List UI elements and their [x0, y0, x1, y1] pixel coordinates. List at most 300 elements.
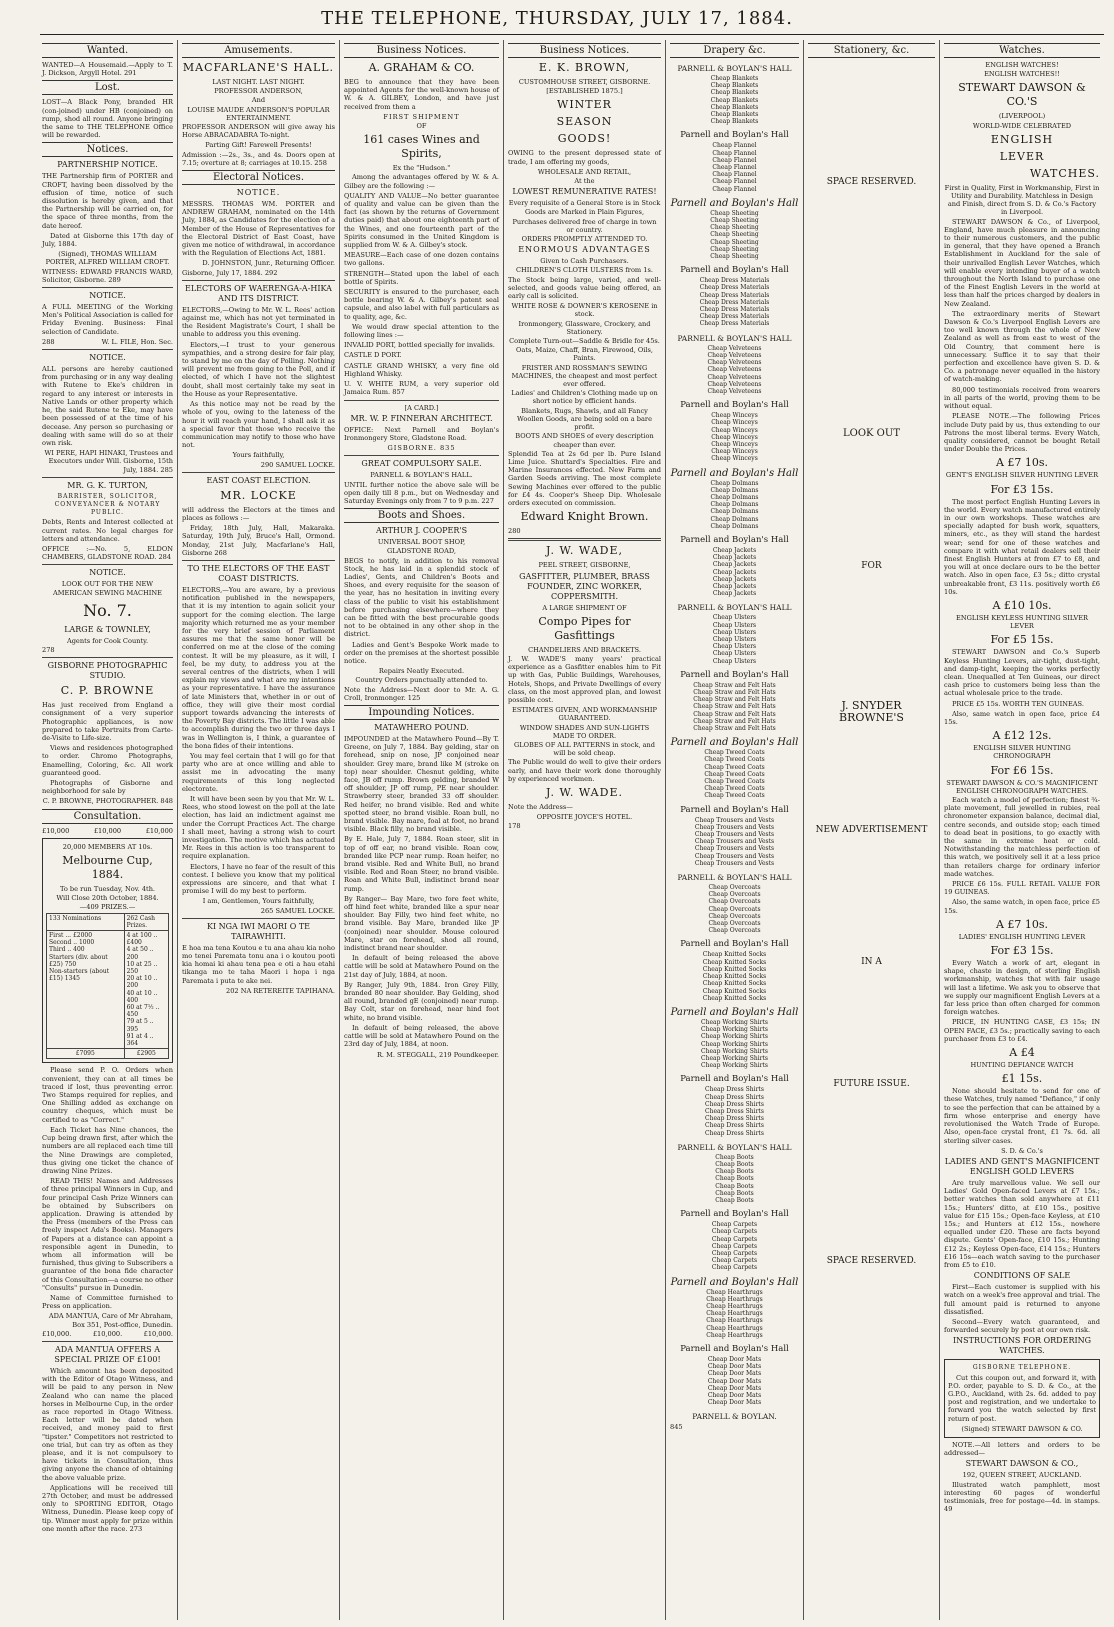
cooper-address: GLADSTONE ROAD,	[387, 547, 456, 556]
prize-row: 60 at 7½ .. 450	[126, 1004, 160, 1019]
section-lost: Lost.	[42, 80, 173, 95]
spacer	[808, 572, 935, 700]
finneran-body: OFFICE: Next Parnell and Boylan's Ironmongery Store, Gladstone Road.	[344, 425, 499, 442]
brown-goods: GOODS!	[557, 132, 612, 146]
wade-signature: J. W. WADE.	[546, 785, 623, 799]
waerenga-body: ELECTORS,—Owing to Mr. W. L. Rees' action against me, which has not yet terminated in the Resident Magistrate's Court, I shall be unable to address you this evening.	[182, 305, 335, 339]
section-boots: Boots and Shoes.	[344, 508, 499, 523]
wade-pipes: Compo Pipes for Gasfittings	[538, 614, 631, 642]
drapery-item: Cheap Velveteens	[707, 387, 762, 395]
gold-levers-heading: LADIES AND GENT'S MAGNIFICENT ENGLISH GOLD LEVERS	[944, 1156, 1100, 1176]
drapery-item: Cheap Flannel	[712, 171, 757, 179]
drapery-item-list	[670, 1154, 799, 1204]
drapery-item: Cheap Ulsters	[712, 628, 757, 636]
drapery-item: Cheap Trousers and Vests	[694, 852, 775, 860]
waerenga-signature: 290 SAMUEL LOCKE.	[260, 460, 335, 469]
brown-purchases: Purchases delivered free of charge in town or country.	[512, 217, 657, 234]
divider	[42, 287, 173, 288]
drapery-item: Cheap Dolmans	[710, 486, 759, 494]
drapery-item-list	[670, 1019, 799, 1069]
electors-signature: 265 SAMUEL LOCKE.	[260, 906, 335, 915]
prize-row: Second .. 1000	[49, 939, 95, 947]
consult-prizes: —409 PRIZES.—	[79, 903, 136, 912]
turton-body: Debts, Rents and Interest collected at current rates. No legal charges for letters and attendance.	[42, 518, 173, 543]
drapery-item-list	[670, 951, 799, 1001]
price-5: A £4	[1009, 1046, 1035, 1060]
dawson-watches: WATCHES.	[1029, 166, 1100, 180]
drapery-item: Cheap Tweed Coats	[704, 756, 765, 764]
hall-last-night: LAST NIGHT. LAST NIGHT.	[212, 78, 305, 86]
drapery-item: Cheap Door Mats	[707, 1392, 762, 1400]
studio-body: Has just received from England a consignment of a very superior Photographic appliances, is now prepared to take Portraits from Carte-de-Visite to Life-size.	[42, 701, 173, 742]
drapery-item: Cheap Ulsters	[712, 650, 757, 658]
drapery-item: Cheap Dolmans	[710, 508, 759, 516]
price-1-for: For £3 15s.	[990, 482, 1054, 496]
brown-ulsters: CHILDREN'S CLOTH ULSTERS from 1s.	[516, 266, 653, 275]
hall-and: And	[251, 96, 266, 105]
brown-season: SEASON	[556, 115, 613, 129]
price-3-body: Each watch a model of perfection; finest ¾-plate movement, full jewelled in rubies, real chronometer expansion balance, decimal dial, centre seconds, and outside stop; each timed to dead beat in positions, to go exactly with the same in extreme heat or cold. Notwithstanding the matchless perfection of this watch, we positively sell it at a less price than retailers charge for ordinary inferior made watches.	[944, 796, 1100, 878]
drapery-item: Cheap Ulsters	[712, 614, 757, 622]
drapery-item: Cheap Ulsters	[712, 657, 757, 665]
drapery-item: Cheap Straw and Felt Hats	[693, 689, 776, 696]
drapery-group	[670, 468, 799, 530]
drapery-item: Cheap Velveteens	[707, 373, 762, 381]
brown-body: OWING to the present depressed state of trade, I am offering my goods,	[508, 149, 661, 166]
drapery-item: Cheap Carpets	[711, 1257, 758, 1265]
conditions-heading: CONDITIONS OF SALE	[973, 1271, 1071, 1281]
prize-total: £7095	[47, 1049, 125, 1059]
dawson-heading: STEWART DAWSON & CO.'S	[958, 81, 1086, 109]
drapery-item: Cheap Door Mats	[707, 1384, 762, 1392]
graham-security: SECURITY is ensured to the purchaser, each bottle bearing W. & A. Gilbey's patent seal capsule, and also label with full particulars as to quality, age, &c.	[344, 288, 499, 321]
drapery-item: Cheap Jackets	[712, 568, 757, 576]
dawson-body-2: The extraordinary merits of Stewart Dawson & Co.'s Liverpool English Levers are too well known through the whole of New Zealand as well as from east to west of the Old Country, that comment here is unnecessary. Suffice it to say that their perfection and excellence have given S. D. & Co. a patronage never equalled in the history of watch-making.	[944, 309, 1100, 384]
drapery-group	[670, 198, 799, 260]
returning-officer: D. JOHNSTON, Junr., Returning Officer.	[202, 259, 335, 268]
wade-chandeliers: CHANDELIERS AND BRACKETS.	[528, 645, 641, 654]
dawson-lever: LEVER	[999, 149, 1045, 163]
drapery-item-list	[670, 412, 799, 462]
drapery-item: Cheap Hearthrugs	[706, 1303, 763, 1310]
drapery-group	[670, 63, 799, 125]
partnership-signed: (Signed), THOMAS WILLIAM PORTER, ALFRED WILLIAM CROFT.	[45, 250, 170, 267]
price-3-price: PRICE £6 15s. FULL RETAIL VALUE FOR 19 GUINEAS.	[944, 880, 1100, 897]
price-1-desc: GENT'S ENGLISH SILVER HUNTING LEVER	[945, 471, 1099, 480]
space-reserved-top: SPACE RESERVED.	[826, 177, 917, 187]
price-4-for: For £3 15s.	[990, 944, 1054, 958]
drapery-item-list	[670, 142, 799, 192]
drapery-item: Cheap Jackets	[712, 561, 757, 569]
drapery-item: Cheap Carpets	[711, 1249, 758, 1257]
drapery-item: Cheap Jackets	[712, 575, 757, 583]
graham-line: U. V. WHITE RUM, a very superior old Jamaica Rum. 857	[344, 380, 499, 397]
drapery-item: Cheap Boots	[715, 1168, 754, 1176]
consult-amount: £10,000.	[42, 1329, 72, 1338]
drapery-item: Cheap Dress Materials	[699, 277, 770, 285]
drapery-item: Cheap Tweed Coats	[704, 763, 765, 771]
drapery-item-list	[670, 749, 799, 799]
prize-list-a	[47, 931, 125, 1049]
studio-body-2: Views and residences photographed to order. Chromo Photographs, Enamelling, Coloring, &c. All work guaranteed good.	[42, 744, 173, 777]
studio-signature: C. P. BROWNE, PHOTOGRAPHER. 848	[42, 797, 173, 806]
drapery-item: Cheap Dolmans	[710, 522, 759, 530]
waerenga-body-2: Electors,—I trust to your generous sympathies, and a strong desire for fair play, to stand by me on the day of Polling. Nothing will prevent me from going to the Poll, and if elected, of which I have not the slightest doubt, shall most certainly take my seat in the House as your Representative.	[182, 340, 335, 398]
mantua-heading: ADA MANTUA OFFERS A SPECIAL PRIZE OF £100!	[54, 1344, 161, 1364]
drapery-item: Cheap Knitted Socks	[702, 980, 767, 988]
drapery-group-heading: Parnell and Boylan's Hall	[680, 804, 789, 815]
price-2-for: For £5 15s.	[990, 633, 1054, 647]
electors-body-3: It will have been seen by you that Mr. W. L. Rees, who stood lowest on the poll at the late election, has laid an indictment against me under the Corrupt Practices Act. The charge I shall meet, having a strong wish to court investigation. The motive which has actuated Mr. Rees in this action is too transparent to require explanation.	[182, 795, 335, 861]
drapery-item: Cheap Working Shirts	[701, 1062, 768, 1070]
price-3-for: For £6 15s.	[990, 763, 1054, 777]
drapery-item: Cheap Dress Shirts	[705, 1122, 764, 1130]
spacer	[808, 61, 935, 176]
matawhero-body-2: By E. Hale, July 7, 1884. Roan steer, slit in top of off ear, no brand visible. Roan cow, branded like PCP near rump. Roan heifer, no brand visible. Red and White Bull, no brand visible. Red and Roan Steer, no brand visible. Roan and White Bull, indistinct brand near rump.	[344, 835, 499, 893]
consult-amounts	[42, 827, 173, 835]
price-1-body: The most perfect English Hunting Levers in the world. Every watch manufactured entirely in our own workshops. These watches are specially adapted for bush work, squatters, miners, etc., as they will stand the hardest wear; send for one of these watches and compare it with what retail dealers sell their finest English Hunters at from £7 to £8, and you will at once declare ours to be the better watch. Also in open face, £3 5s.; ditto crystal unbreakable front, £3 11s. positively worth £6 10s.	[944, 497, 1100, 596]
drapery-item: Cheap Velveteens	[707, 380, 762, 388]
sewing-machine-number: No. 7.	[83, 600, 132, 620]
withdrawal-date: Gisborne, July 17, 1884. 292	[182, 268, 278, 277]
dawson-liverpool: (LIVERPOOL)	[998, 112, 1046, 121]
divider	[344, 455, 499, 456]
drapery-item: Cheap Boots	[715, 1189, 754, 1197]
section-drapery: Drapery &c.	[670, 43, 799, 58]
drapery-item: Cheap Dolmans	[710, 479, 759, 487]
dawson-first: First in Quality, First in Workmanship, First in Utility and Durability. Matchless in Design and Finish, direct from S. D. & Co.'s Factory in Liverpool.	[944, 183, 1100, 217]
drapery-group	[670, 333, 799, 395]
watches-line-1: ENGLISH WATCHES!	[985, 61, 1059, 69]
watches-line-2: ENGLISH WATCHES!!	[984, 70, 1060, 79]
matawhero-body: IMPOUNDED at the Matawhero Pound—By T. Greene, on July 7, 1884. Bay gelding, star on forehead, snip on nose, JP conjoined near shoulder. Grey mare, brand like M (stroke on top) near shoulder. Chesnut gelding, white face, JB off rump. Brown gelding, branded W off shoulder, JP off rump, PE near shoulder. Strawberry steer, branded 33 off shoulder. Red heifer, no brand visible. Red and white spotted steer, no brand visible. Roan bull, no brand visible. Bay mare, foal at foot, no brand visible. Black filly, no brand visible.	[344, 734, 499, 834]
withdrawal-notice: MESSRS. THOMAS WM. PORTER and ANDREW GRAHAM, nominated on the 14th July, 1884, as Candidates for the election of a Member of the House of Representatives for the Electoral District of East Coast, have given me notice of withdrawal, in accordance with the Regulation of Elections Act, 1881.	[182, 200, 335, 258]
wade-estimates: ESTIMATES GIVEN, AND WORKMANSHIP GUARANTEED.	[512, 706, 657, 723]
cooper-repairs: Repairs Neatly Executed.	[378, 667, 465, 676]
drapery-item: Cheap Flannel	[712, 142, 757, 150]
drapery-group-heading: PARNELL & BOYLAN'S HALL	[677, 333, 792, 343]
drapery-group	[670, 535, 799, 597]
price-2: A £10 10s.	[992, 598, 1052, 612]
drapery-item: Cheap Winceys	[711, 426, 758, 434]
drapery-item: Cheap Flannel	[712, 185, 757, 193]
brown-wholesale: WHOLESALE AND RETAIL,	[537, 167, 632, 176]
drapery-item: Cheap Door Mats	[707, 1370, 762, 1378]
prize-row: Starters (div. about £25) 750	[49, 953, 108, 968]
price-3-also: Also, the same watch, in open face, price £5 15s.	[944, 898, 1100, 915]
drapery-item: Cheap Overcoats	[708, 898, 761, 906]
drapery-item: Cheap Trousers and Vests	[694, 838, 775, 846]
finneran-place: GISBORNE. 835	[387, 444, 456, 453]
dawson-body-1: STEWART DAWSON & Co., of Liverpool, England, have much pleasure in announcing to their numerous customers, and the public in general, that they have opened a Branch Establishment in Auckland for the sale of their unrivalled English Lever Watches, which will enable every intending buyer of a watch throughout the North Island to purchase one of the Finest English Levers in the world at less than half the prices charged by dealers in New Zealand.	[944, 217, 1100, 308]
drapery-item: Cheap Dress Shirts	[705, 1107, 764, 1115]
prize-col-header: 133 Nominations	[47, 913, 125, 930]
locke-body: will address the Electors at the times and places as follows :—	[182, 505, 335, 522]
hall-farewell: Parting Gift! Farewell Presents!	[205, 141, 312, 150]
price-3-heading: STEWART DAWSON & CO.'S MAGNIFICENT ENGLISH CHRONOGRAPH WATCHES.	[946, 778, 1098, 795]
divider	[42, 349, 173, 350]
drapery-group-heading: PARNELL & BOYLAN'S HALL	[677, 873, 792, 883]
brown-frister: FRISTER AND ROSSMAN'S SEWING MACHINES, the cheapest and most perfect ever offered.	[511, 363, 658, 389]
drapery-number: 845	[670, 1423, 683, 1432]
drapery-item: Cheap Door Mats	[707, 1356, 762, 1364]
drapery-item: Cheap Working Shirts	[701, 1033, 768, 1041]
drapery-item: Cheap Blankets	[710, 111, 759, 119]
drapery-item: Cheap Sheeting	[710, 217, 759, 225]
graham-attention: We would draw special attention to the following lines :—	[344, 322, 499, 340]
section-watches: Watches.	[944, 43, 1100, 58]
drapery-item: Cheap Door Mats	[707, 1399, 762, 1407]
notice-heading: NOTICE.	[89, 353, 126, 363]
turton-office: OFFICE :—No. 5, ELDON CHAMBERS, GLADSTONE ROAD. 284	[42, 544, 173, 562]
drapery-group-heading: PARNELL & BOYLAN'S HALL	[677, 64, 792, 73]
sewing-firm: LARGE & TOWNLEY,	[64, 624, 151, 634]
drapery-item: Cheap Boots	[715, 1182, 754, 1190]
column-stationery	[804, 40, 940, 1620]
hall-louise: LOUISE MAUDE ANDERSON'S POPULAR ENTERTAINMENT.	[187, 105, 330, 122]
drapery-group	[670, 130, 799, 192]
drapery-item: Cheap Dress Shirts	[705, 1129, 764, 1137]
drapery-item-list	[670, 345, 799, 395]
drapery-item: Cheap Boots	[715, 1196, 754, 1204]
brown-ironmongery: Ironmongery, Glassware, Crockery, and Stationery.	[518, 319, 651, 336]
drapery-item: Cheap Blankets	[710, 75, 759, 82]
divider	[182, 918, 335, 919]
drapery-item: Cheap Knitted Socks	[702, 987, 767, 995]
brown-established: [ESTABLISHED 1875.]	[546, 87, 623, 96]
section-business: Business Notices.	[344, 43, 499, 58]
spacer	[808, 968, 935, 1078]
drapery-item: Cheap Dress Materials	[699, 320, 770, 328]
brown-number: 280	[508, 527, 521, 536]
coupon-box	[944, 1359, 1100, 1438]
drapery-group	[670, 737, 799, 799]
graham-line: CASTLE D PORT.	[344, 351, 402, 360]
cooper-body: BEGS to notify, in addition to his removal Stock, he has laid in a splendid stock of Ladies', Gents, and Children's Boots and Shoes, and every requisite for the season of the year, has no hesitation in inviting every class of the public to visit his establishment before purchasing elsewhere—where they can be fitted with the best procurable goods not to be obtained in any other shop in the district.	[344, 556, 499, 639]
drapery-item: Cheap Blankets	[710, 89, 759, 97]
electors-closing: I am, Gentlemen, Yours faithfully,	[202, 897, 315, 906]
caution-signature: WI PERE, HAPI HINAKI, Trustees and Executors under Will. Gisborne, 15th July, 1884. 285	[44, 449, 173, 474]
consult-amount: £10,000	[93, 826, 122, 835]
drapery-item: Cheap Trousers and Vests	[694, 859, 775, 867]
drapery-item: Cheap Knitted Socks	[702, 994, 767, 1002]
prize-row: 91 at 4 .. 364	[126, 1032, 154, 1048]
drapery-item: Cheap Dress Shirts	[705, 1086, 764, 1094]
dawson-address-heading: STEWART DAWSON & CO.,	[965, 1459, 1079, 1469]
drapery-item: Cheap Hearthrugs	[706, 1310, 763, 1318]
drapery-group	[670, 1142, 799, 1204]
conditions-body: First—Each customer is supplied with his watch on a week's free approval and trial. The full amount paid is returned to anyone dissatisfied.	[944, 1283, 1100, 1316]
sewing-machine-notice: LOOK OUT FOR THE NEW AMERICAN SEWING MACHINE	[53, 580, 162, 597]
drapery-item: Cheap Hearthrugs	[706, 1324, 763, 1332]
coupon-body: Cut this coupon out, and forward it, with P.O. order, payable to S. D. & Co., at the G.P.O., Auckland, with 2s. 6d. added to pay post and registration, and we undertake to forward you the watch selected by first return of post.	[948, 1373, 1096, 1423]
graham-body: BEG to announce that they have been appointed Agents for the well-known house of W. & A. GILBEY, London, and have just received from them a	[344, 78, 499, 111]
sd-heading: S. D. & Co.'s	[1001, 1146, 1043, 1155]
waerenga-heading: ELECTORS OF WAERENGA-A-HIKA AND ITS DISTRICT.	[185, 283, 332, 303]
studio-heading: GISBORNE PHOTOGRAPHIC STUDIO.	[47, 661, 168, 681]
wade-public: The Public would do well to give their orders early, and have their work done thoroughly by experienced workmen.	[508, 758, 661, 783]
drapery-item: Cheap Working Shirts	[701, 1040, 768, 1048]
mantua-body-2: Applications will be received till 27th October, and must be addressed only to SPORTING EDITOR, Otago Witness, Dunedin. Please keep copy of tip. Winner must apply for prize within one month after the race. 273	[42, 1483, 173, 1533]
sale-body: UNTIL further notice the above sale will be open daily till 8 p.m., but on Wednesday and Saturday Evenings only from 7 to 9 p.m. 227	[344, 480, 499, 505]
brown-at: At the	[574, 177, 595, 186]
consult-signature: ADA MANTUA, Care of Mr Abraham, Box 351, Post-office, Dunedin.	[48, 1312, 173, 1329]
drapery-item: Cheap Boots	[715, 1160, 754, 1168]
drapery-item: Cheap Overcoats	[708, 912, 761, 920]
wade-large: A LARGE SHIPMENT OF	[542, 603, 627, 612]
notice-heading: NOTICE.	[89, 291, 126, 301]
consult-amounts-2	[42, 1330, 173, 1338]
section-notices: Notices.	[42, 142, 173, 157]
price-4-desc: LADIES' ENGLISH HUNTING LEVER	[958, 932, 1086, 941]
wade-opposite: OPPOSITE JOYCE'S HOTEL.	[536, 813, 633, 822]
drapery-group	[670, 1277, 799, 1339]
consult-close: Will Close 20th October, 1884.	[56, 894, 159, 903]
consult-amount: £10,000	[42, 826, 70, 835]
prize-row: 40 at 10 .. 400	[126, 989, 158, 1004]
dawson-english: ENGLISH	[990, 132, 1054, 146]
drapery-item: Cheap Flannel	[712, 164, 757, 172]
wade-note: Note the Address—	[508, 802, 573, 811]
drapery-item-list	[670, 1356, 799, 1406]
drapery-item: Cheap Straw and Felt Hats	[693, 681, 776, 689]
section-business: Business Notices.	[508, 43, 661, 58]
brown-boots: BOOTS AND SHOES of every description cheaper than ever.	[515, 432, 654, 449]
section-stationery: Stationery, &c.	[808, 43, 935, 58]
locke-heading: MR. LOCKE	[220, 488, 297, 502]
spacer	[808, 836, 935, 956]
meeting-number: 288	[42, 337, 55, 346]
drapery-item: Cheap Dolmans	[710, 515, 759, 523]
drapery-item: Cheap Sheeting	[710, 238, 759, 246]
graham-body-2: Among the advantages offered by W. & A. Gilbey are the following :—	[344, 173, 499, 190]
drapery-item: Cheap Jackets	[712, 582, 757, 590]
hall-admission: Admission :—2s., 3s., and 4s. Doors open at 7.15; overture at 8; carriages at 10.15. 258	[182, 150, 335, 167]
divider	[182, 560, 335, 561]
drapery-group	[670, 1209, 799, 1271]
drapery-group	[670, 1344, 799, 1406]
drapery-group	[670, 939, 799, 1001]
dawson-please: PLEASE NOTE.—The following Prices include Duty paid by us, thus extending to our Patrons the most liberal terms. Every Watch, quality considered, cannot be bought Retail under Double the Prices.	[944, 412, 1100, 454]
coupon-signature: (Signed) STEWART DAWSON & CO.	[961, 1424, 1083, 1433]
drapery-group-heading: PARNELL & BOYLAN'S HALL	[677, 1142, 792, 1152]
brown-orders: ORDERS PROMPTLY ATTENDED TO.	[521, 235, 648, 244]
divider	[182, 280, 335, 281]
drapery-item: Cheap Dress Materials	[699, 306, 770, 314]
look-out: LOOK OUT	[843, 428, 900, 439]
drapery-group-heading: PARNELL & BOYLAN'S HALL	[677, 603, 792, 613]
drapery-item: Cheap Dress Shirts	[705, 1100, 764, 1108]
prize-col-header: 262 Cash Prizes.	[124, 913, 168, 930]
cooper-country: Country Orders punctually attended to.	[355, 676, 488, 685]
divider	[42, 477, 173, 478]
drapery-item: Cheap Straw and Felt Hats	[693, 717, 776, 725]
drapery-item-list	[670, 884, 799, 934]
prize-row: First ... £2000	[49, 932, 93, 940]
price-2-price: PRICE £5 15s. WORTH TEN GUINEAS.	[952, 699, 1084, 708]
electors-body-4: Electors, I have no fear of the result of this contest. I believe you know that my political expressions are sincere, and that what I promise I will do my best to perform.	[182, 862, 335, 896]
drapery-item: Cheap Boots	[715, 1153, 754, 1161]
drapery-item-list	[670, 547, 799, 597]
drapery-item: Cheap Sheeting	[710, 245, 759, 253]
mantua-body: Which amount has been deposited with the Editor of Otago Witness, and will be paid to any person in New Zealand who can name the placed horses in Melbourne Cup, in the order as race reported in Otago Witness. Each letter will be dated when received, and money paid to first "tipster." Competitors not restricted to one trial, but can try as often as they please, and it is not compulsory to have tickets in Consultation, thus giving anyone the chance of obtaining the above valuable prize.	[42, 1366, 173, 1482]
waerenga-body-3: As this notice may not be read by the whole of you, owing to the lateness of the hour it will reach your hand, I shall ask it as a special favor that those who receive the communication may notify to those who have not.	[182, 400, 335, 450]
locke-dates: Friday, 18th July, Hall, Makaraka. Saturday, 19th July, Bruce's Hall, Ormond. Monday, 21st July, Macfarlane's Hall, Gisborne 268	[182, 524, 335, 557]
drapery-item: Cheap Velveteens	[707, 351, 762, 359]
matawhero-body-6: In default of being released, the above cattle will be sold at Matawhero Pound on the 23rd day of July, 1884, at noon.	[344, 1023, 499, 1049]
matawhero-body-4: In default of being released the above cattle will be sold at Matawhero Pound on the 21st day of July, 1884, at noon.	[344, 954, 499, 979]
graham-measure: MEASURE—Each case of one dozen contains two gallons.	[344, 251, 499, 268]
notice-heading: NOTICE.	[236, 188, 281, 198]
spacer	[808, 1090, 935, 1255]
drapery-item: Cheap Dress Shirts	[705, 1115, 764, 1123]
dawson-body-3: 80,000 testimonials received from wearers in all parts of the world, proving them to be without equal.	[944, 385, 1100, 411]
drapery-item: Cheap Blankets	[710, 96, 759, 104]
consult-body-2: Each Ticket has Nine chances, the Cup being drawn first, after which the numbers are all replaced each time till the Nine Drawings are completed, thus giving one ticket the chance of drawing Nine Prizes.	[42, 1125, 173, 1175]
spacer	[808, 724, 935, 824]
drapery-item-list	[670, 614, 799, 664]
price-2-desc: ENGLISH KEYLESS HUNTING SILVER LEVER	[956, 613, 1088, 631]
drapery-item: Cheap Jackets	[712, 554, 757, 562]
drapery-item: Cheap Dress Materials	[699, 291, 770, 299]
snyder-browne: J. SNYDER BROWNE'S	[839, 699, 904, 724]
matawhero-signature: R. M. STEGGALL, 219 Poundkeeper.	[376, 1050, 499, 1059]
consult-body: Please send P. O. Orders when convenient, they can at all times be traced if lost, thus preventing error. Two Stamps required for replies, and One Shilling added as exchange on country cheques, which must be certified to as "Correct."	[42, 1066, 173, 1124]
divider	[42, 657, 173, 658]
drapery-group	[670, 265, 799, 327]
drapery-item: Cheap Trousers and Vests	[694, 845, 775, 853]
drapery-footer: PARNELL & BOYLAN.	[692, 1412, 777, 1422]
divider	[42, 1341, 173, 1342]
price-4-price: PRICE, IN HUNTING CASE, £3 15s; IN OPEN FACE, £3 5s.; practically saving to each purchaser from £3 to £4.	[944, 1018, 1100, 1043]
meeting-notice: A FULL MEETING of the Working Men's Political Association is called for Friday Evening. Business: Final selection of Candidate.	[42, 303, 173, 336]
cooper-body-2: Ladies and Gent's Bespoke Work made to order on the premises at the shortest possible notice.	[344, 640, 499, 665]
drapery-item: Cheap Velveteens	[707, 344, 762, 352]
drapery-item: Cheap Knitted Socks	[702, 951, 767, 959]
wade-window: WINDOW SHADES AND SUN-LIGHTS MADE TO ORDER.	[519, 723, 650, 740]
drapery-item: Cheap Hearthrugs	[706, 1331, 763, 1339]
drapery-item: Cheap Working Shirts	[701, 1054, 768, 1062]
dawson-celebrated: WORLD-WIDE CELEBRATED	[972, 121, 1072, 130]
studio-name: C. P. BROWNE	[60, 684, 155, 698]
drapery-item: Cheap Working Shirts	[701, 1018, 768, 1026]
electors-body: ELECTORS,—You are aware, by a previous notification published in the newspapers, that it is my intention to again solicit your support for the coming election. The large majority which returned me as your member for the very brief session of Parliament assures me that the same honor will be conferred on me at the close of the coming contest. It will be my pleasure, as it will, I feel, be my duty, to address you at the several centres of the districts, when I will explain my views and what are my intentions as your representative. I have the assurance of late Ministers that, whether in or out of office, they will give their most cordial support towards advancing the interests of the Poverty Bay districts. The little I was able to accomplish during the two or three days I was in Wellington is, I think, a guarantee of the bona fides of their intentions.	[182, 585, 335, 750]
drapery-item: Cheap Carpets	[711, 1228, 758, 1236]
drapery-group-heading: Parnell and Boylan's Hall	[680, 939, 789, 950]
column-business-1	[340, 40, 504, 1620]
turton-heading: MR. G. K. TURTON,	[67, 480, 148, 490]
meeting-signature: W. L. FILE, Hon. Sec.	[101, 337, 173, 346]
brown-turnout: Complete Turn-out—Saddle & Bridle for 45s.	[509, 337, 660, 346]
notice-heading: NOTICE.	[89, 568, 126, 578]
prize-total: £2905	[124, 1049, 168, 1059]
prize-row: 20 at 10 .. 200	[126, 975, 158, 990]
drapery-item: Cheap Dress Materials	[699, 313, 770, 321]
section-amusements: Amusements.	[182, 43, 335, 58]
brown-given: Given to Cash Purchasers.	[540, 257, 629, 266]
sewing-number: 278	[42, 645, 55, 654]
brown-blankets: Blankets, Rugs, Shawls, and all Fancy Woollen Goods, are being sold on a bare profit.	[517, 406, 652, 432]
partnership-date: Dated at Gisborne this 17th day of July, 1884.	[42, 231, 173, 249]
brown-signature: Edward Knight Brown.	[520, 510, 649, 524]
drapery-item: Cheap Dress Materials	[699, 284, 770, 292]
graham-first-shipment: FIRST SHIPMENT	[383, 112, 460, 121]
conditions-body-2: Second—Every watch guaranteed, and forwarded securely by post at our own risk.	[944, 1317, 1100, 1335]
drapery-item: Cheap Jackets	[712, 590, 757, 598]
drapery-item: Cheap Dolmans	[710, 501, 759, 509]
price-5-for: £1 15s.	[1001, 1072, 1043, 1086]
consult-cup: Melbourne Cup, 1884.	[62, 854, 153, 881]
